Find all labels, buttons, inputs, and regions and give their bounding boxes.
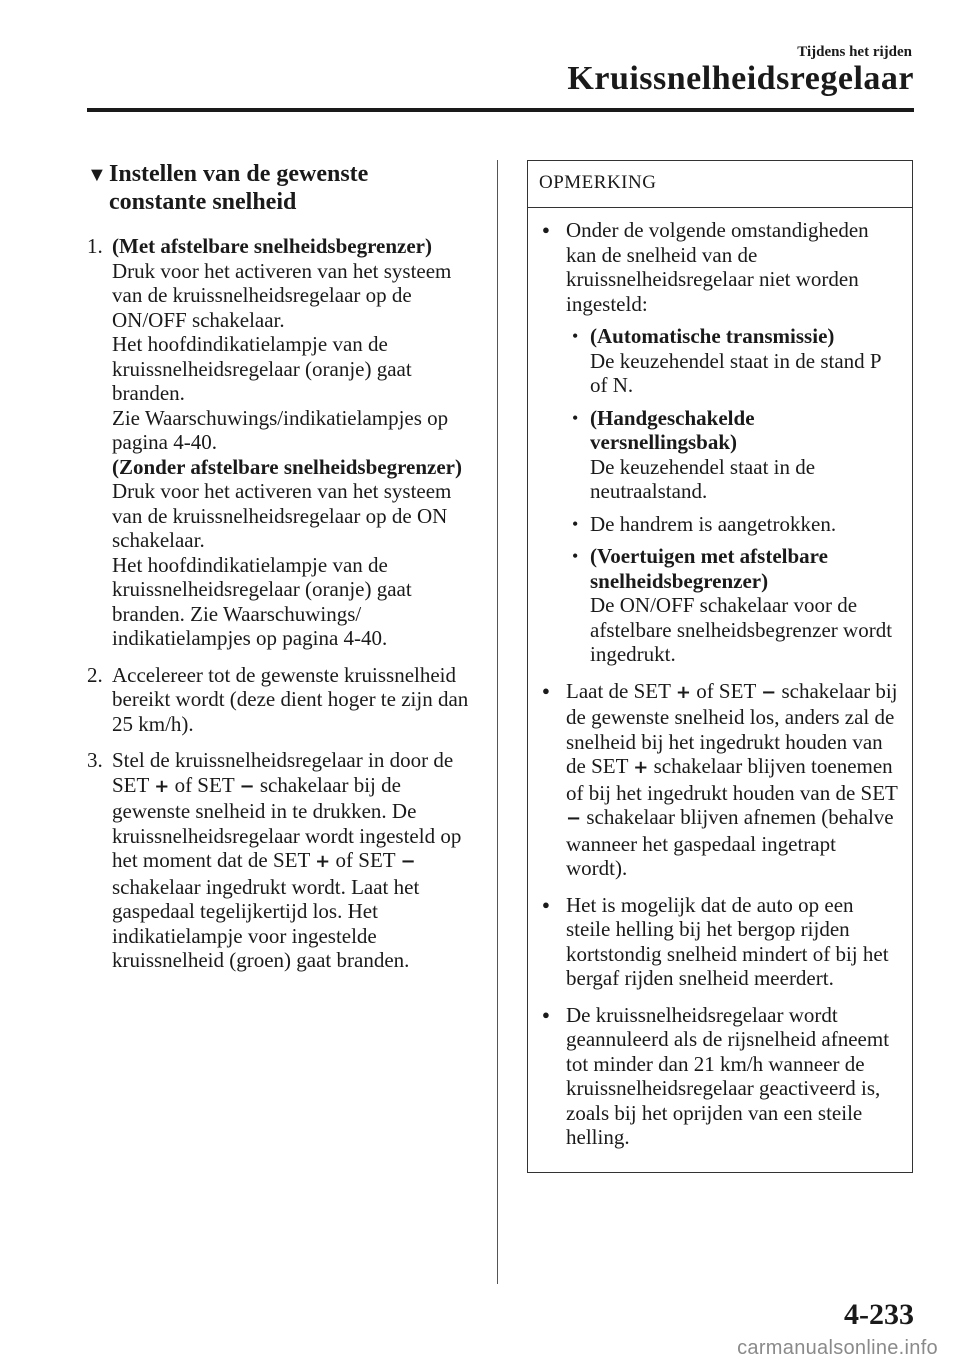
step-1-variant-a-reference: Zie Waarschuwings/indikatielampjes op pagina 4-40. (112, 405, 449, 454)
plus-icon: + (675, 681, 691, 703)
column-divider (497, 160, 498, 1284)
step-number: 3. (87, 748, 103, 772)
page-number: 4-233 (844, 1298, 914, 1331)
minus-icon: − (566, 808, 582, 829)
sub-item-heading: (Handgeschakelde versnellingsbak) (590, 405, 755, 454)
heading-line-2: constante snelheid (109, 189, 297, 215)
step-number: 1. (87, 234, 103, 258)
sub-bullet-icon: • (572, 407, 579, 428)
sub-bullet-icon: • (572, 546, 579, 566)
note-sub-item (566, 512, 900, 537)
watermark: carmanualsonline.info (737, 1337, 938, 1359)
step-3-text-part: of SET (335, 848, 396, 872)
sub-item-heading: (Automatische transmissie) (590, 324, 835, 348)
bullet-icon: ● (542, 896, 550, 912)
bullet-icon: ● (542, 682, 550, 698)
note-text-part: schakelaar blijven toenemen of bij het ingedrukt houden van de SET (566, 754, 898, 805)
note-sub-item (566, 324, 900, 398)
step-3-text-part: of SET (174, 772, 235, 797)
note-bullet-text: De kruissnelheidsregelaar wordt geannuleerd als de rijsnelheid afneemt tot minder dan 21 km/h wanneer de kruissnelheidsregelaar geactiveerd is, zoals bij het oprijden van een steile helling. (566, 1002, 890, 1149)
note-bullet (540, 893, 900, 991)
sub-item-text: De ON/OFF schakelaar voor de afstelbare snelheidsbegrenzer wordt ingedrukt. (590, 593, 893, 666)
note-title: OPMERKING (528, 161, 912, 208)
step-2-text: Accelereer tot de gewenste kruissnelheid bereikt wordt (deze dient hoger te zijn dan 25 km/h). (112, 662, 469, 736)
left-column (87, 160, 479, 985)
step-1-variant-a-text: Druk voor het activeren van het systeem van de kruissnelheidsregelaar op de ON/OFF schakelaar. (112, 258, 452, 332)
sub-item-text: De keuzehendel staat in de stand P of N. (590, 348, 881, 397)
step-1-variant-b-heading: (Zonder afstelbare snelheidsbegrenzer) (112, 454, 462, 479)
note-text-part: of SET (696, 678, 756, 703)
note-box (527, 160, 913, 1173)
note-text-part: schakelaar blijven afnemen (behalve wanneer het gaspedaal ingetrapt wordt). (566, 805, 894, 880)
sub-item-text: De keuzehendel staat in de neutraalstand. (590, 454, 816, 503)
sub-item-heading: (Voertuigen met afstelbare snelheidsbegrenzer) (590, 544, 828, 593)
step-1-variant-a-heading: (Met afstelbare snelheidsbegrenzer) (112, 234, 432, 258)
note-bullet-text: Onder de volgende omstandigheden kan de snelheid van de kruissnelheidsregelaar niet worden ingesteld: (566, 218, 869, 316)
page-title: Kruissnelheidsregelaar (567, 60, 914, 97)
sub-bullet-icon: • (572, 513, 579, 534)
minus-icon: − (400, 851, 416, 872)
section-heading (87, 160, 479, 216)
note-sub-item (566, 406, 900, 504)
step-2 (87, 663, 479, 737)
minus-icon: − (239, 775, 255, 797)
note-text-part: schakelaar bij de gewenste snelheid los, anders zal de snelheid bij het ingedrukt houden van de SET (566, 678, 898, 778)
note-sub-item (566, 544, 900, 667)
step-3-text-part: Stel de kruissnelheidsregelaar in door de SET (112, 748, 454, 797)
plus-icon: + (633, 757, 649, 778)
sub-item-text: De handrem is aangetrokken. (590, 511, 837, 536)
step-3-text-part: schakelaar bij de gewenste snelheid in te drukken. De kruissnelheidsregelaar wordt ingesteld op het moment dat de SET (112, 772, 462, 872)
note-text-part: Laat de SET (566, 678, 671, 703)
header-subtitle: Tijdens het rijden (797, 44, 912, 60)
note-bullet (540, 1003, 900, 1150)
sub-bullet-icon: • (572, 326, 579, 346)
plus-icon: + (315, 851, 331, 872)
plus-icon: + (154, 775, 170, 797)
triangle-down-icon: ▼ (87, 164, 107, 186)
step-3 (87, 748, 479, 973)
header-rule (87, 108, 914, 112)
step-3-text-part: schakelaar ingedrukt wordt. Laat het gaspedaal tegelijkertijd los. Het indikatielampje voor ingestelde kruissnelheid (groen) gaat branden. (112, 874, 420, 972)
note-bullet-text: Het is mogelijk dat de auto op een steile helling bij het bergop rijden kortstondig snelheid mindert of bij het bergaf rijden snelheid meerdert. (566, 892, 889, 990)
bullet-icon: ● (542, 1006, 550, 1022)
minus-icon: − (761, 681, 777, 703)
note-bullet (540, 679, 900, 881)
step-1 (87, 234, 479, 651)
step-1-variant-a-indicator: Het hoofdindikatielampje van de kruissnelheidsregelaar (oranje) gaat branden. (112, 332, 412, 405)
step-1-variant-b-text: Druk voor het activeren van het systeem van de kruissnelheidsregelaar op de ON schakelaar. (112, 479, 452, 552)
heading-line-1: Instellen van de gewenste (109, 161, 369, 187)
step-number: 2. (87, 662, 103, 687)
note-bullet (540, 218, 900, 667)
step-1-variant-b-indicator: Het hoofdindikatielampje van de kruissnelheidsregelaar (oranje) gaat branden. Zie Waarschuwings/ indikatielampjes op pagina 4-40. (112, 552, 412, 650)
bullet-icon: ● (542, 222, 550, 237)
